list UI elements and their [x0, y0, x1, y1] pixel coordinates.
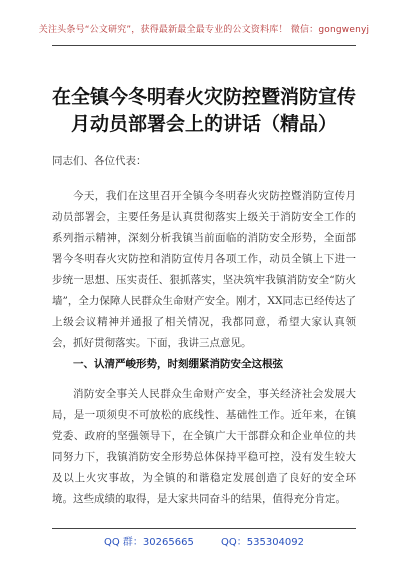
section-heading: 一、认清严峻形势，时刻绷紧消防安全这根弦	[73, 358, 283, 370]
header-divider	[52, 45, 356, 46]
section-paragraph: 消防安全事关人民群众生命财产安全，事关经济社会发展大局，是一项须臾不可放松的底线性、基础性工作。近年来，在镇党委、政府的坚强领导下，在全镇广大干部群众和企业单位的共同努力下，我镇消防安全形势总体保持平稳可控，没有发生较大及以上火灾事故，为全镇的和谐稳定发展创造了良好的安全环境。这些成绩的取得，是大家共同奋斗的结果，值得充分肯定。	[52, 388, 356, 505]
footer-divider	[52, 528, 356, 529]
salutation: 同志们、各位代表：	[52, 155, 147, 167]
footer-qq: QQ：535304092	[221, 537, 305, 548]
footer-qq-group: QQ 群：30265665	[103, 537, 194, 548]
body-paragraph: 今天，我们在这里召开全镇今冬明春火灾防控暨消防宣传月动员部署会，主要任务是认真贯彻落实上级关于消防安全工作的系列指示精神，深刻分析我镇当前面临的消防安全形势，全面部署今冬明春火灾防控和消防宣传月各项工作，动员全镇上下进一步统一思想、压实责任、狠抓落实，坚决筑牢我镇消防安全“防火墙”，全力保障人民群众生命财产安全。刚才，XX同志已经传达了上级会议精神并通报了相关情况，我都同意，希望大家认真领会，抓好贯彻落实。下面，我讲三点意见。	[52, 190, 356, 349]
document-title: 在全镇今冬明春火灾防控暨消防宣传月动员部署会上的讲话（精品）	[51, 86, 356, 135]
footer	[0, 533, 408, 548]
header-banner: 关注头条号“公文研究”，获得最新最全最专业的公文资料库！ 微信：gongwenyj	[38, 25, 370, 35]
